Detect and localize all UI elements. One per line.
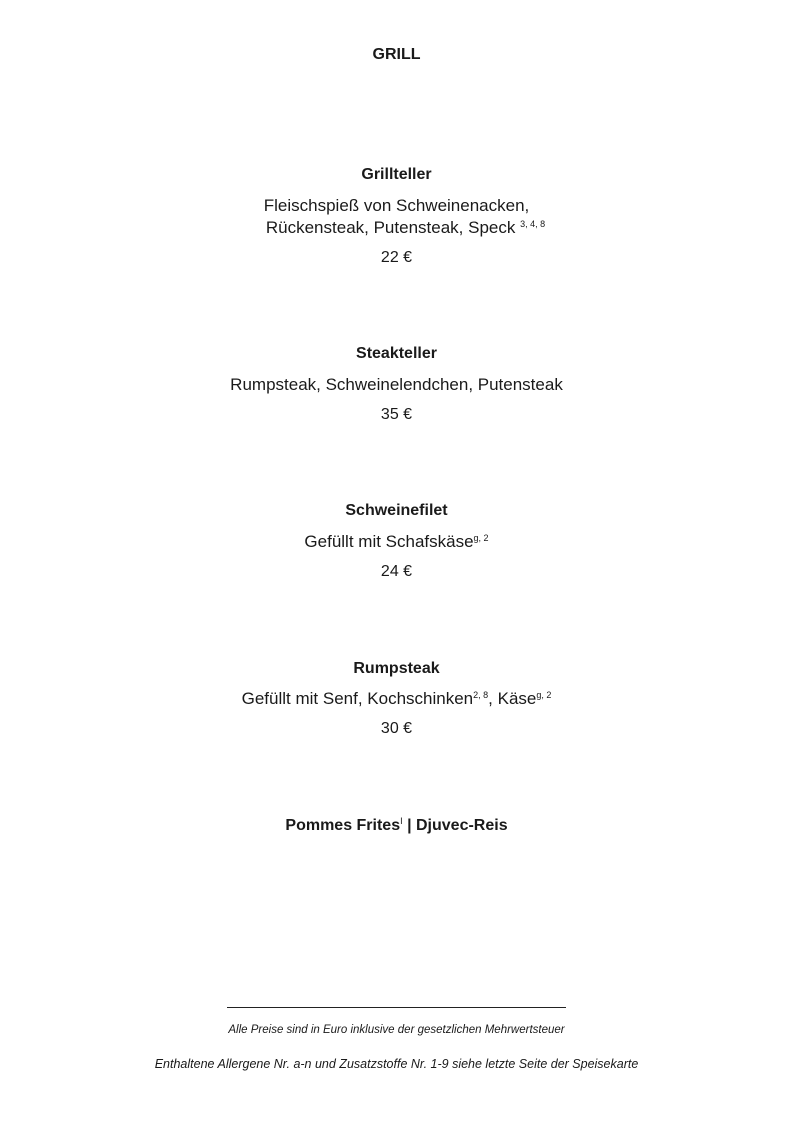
dish-price-grillteller: 22 € [380,249,413,266]
sides-separator: | [402,817,416,834]
dish-price-rumpsteak: 30 € [380,720,413,737]
dish-name-rumpsteak: Rumpsteak [353,660,440,677]
dish-description-text: Gefüllt mit Schafskäse [304,532,474,551]
dish-description-grillteller-line2 [0,218,793,238]
footer-allergen-note: Enthaltene Allergene Nr. a-n und Zusatzstoffe Nr. 1-9 siehe letzte Seite der Speisekarte [154,1057,639,1071]
side-pommes-frites: Pommes Frites [285,817,401,834]
dish-description-text: , Käse [488,689,537,708]
dish-name-schweinefilet: Schweinefilet [345,502,448,519]
page-title: GRILL [372,46,421,63]
allergen-superscript: 3, 4, 8 [520,219,546,229]
footer-divider [227,1007,566,1008]
dish-price-schweinefilet: 24 € [380,563,413,580]
side-djuvec-reis: Djuvec-Reis [416,817,508,834]
dish-name-grillteller: Grillteller [361,166,432,183]
allergen-superscript: 2, 8 [473,690,489,700]
allergen-superscript: g, 2 [536,690,552,700]
dish-description-grillteller-line1: Fleischspieß von Schweinenacken, [263,196,530,215]
allergen-superscript: g, 2 [473,533,489,543]
dish-description-text: Rückensteak, Putensteak, Speck [265,218,516,237]
dish-description-rumpsteak [0,689,793,709]
dish-description-steakteller: Rumpsteak, Schweinelendchen, Putensteak [230,375,563,394]
dish-price-steakteller: 35 € [380,406,413,423]
dish-description-schweinefilet [0,532,793,552]
dish-name-steakteller: Steakteller [356,345,437,362]
sides-line [0,817,793,835]
footer-price-note: Alle Preise sind in Euro inklusive der gesetzlichen Mehrwertsteuer [228,1024,565,1036]
allergen-superscript: I [400,816,403,826]
dish-description-text: Gefüllt mit Senf, Kochschinken [241,689,474,708]
